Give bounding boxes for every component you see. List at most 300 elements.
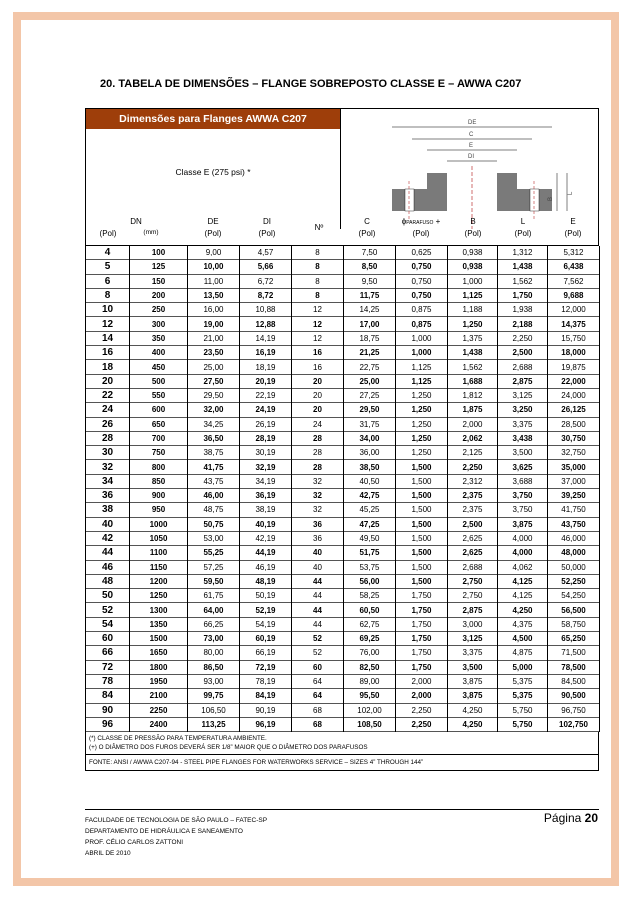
page-title: 20. TABELA DE DIMENSÕES – FLANGE SOBREPOSTO CLASSE E – AWWA C207	[100, 78, 522, 90]
table-cell: 2,750	[448, 589, 498, 603]
note-holes: (+) O DIÂMETRO DOS FUROS DEVERÁ SER 1/8” MAIOR QUE O DIÂMETRO DOS PARAFUSOS	[89, 744, 368, 752]
footer-department: DEPARTAMENTO DE HIDRÁULICA E SANEAMENTO	[85, 828, 243, 835]
notes	[85, 732, 599, 755]
header-l: L	[520, 217, 526, 226]
table-cell: 40,19	[240, 517, 292, 531]
table-cell: 14,25	[344, 303, 396, 317]
table-cell: 1,750	[396, 589, 448, 603]
source-note: FONTE: ANSI / AWWA C207-94 - STEEL PIPE FLANGES FOR WATERWORKS SERVICE – SIZES 4” THROUGH 144”	[85, 755, 599, 771]
table-cell: 8	[292, 274, 344, 288]
table-row	[86, 617, 600, 631]
table-cell: 72	[86, 660, 130, 674]
table-cell: 3,375	[448, 646, 498, 660]
header-de-pol: (Pol)	[204, 229, 222, 238]
table-row	[86, 603, 600, 617]
header-di-pol: (Pol)	[258, 229, 276, 238]
table-cell: 0,938	[448, 260, 498, 274]
table-cell: 58,750	[548, 617, 600, 631]
table-cell: 1000	[130, 517, 188, 531]
table-cell: 58,25	[344, 589, 396, 603]
table-cell: 2,312	[448, 474, 498, 488]
table-cell: 44,19	[240, 546, 292, 560]
table-cell: 2,750	[448, 574, 498, 588]
table-cell: 38,50	[344, 460, 396, 474]
table-cell: 28	[292, 431, 344, 445]
table-cell: 20	[86, 374, 130, 388]
table-cell: 102,750	[548, 717, 600, 731]
table-cell: 3,000	[448, 617, 498, 631]
table-cell: 36,00	[344, 446, 396, 460]
table-cell: 250	[130, 303, 188, 317]
table-cell: 3,125	[448, 632, 498, 646]
table-cell: 65,250	[548, 632, 600, 646]
table-cell: 46,19	[240, 560, 292, 574]
table-cell: 8	[292, 260, 344, 274]
table-row	[86, 646, 600, 660]
table-cell: 93,00	[188, 674, 240, 688]
table-row	[86, 517, 600, 531]
table-cell: 24	[292, 417, 344, 431]
table-cell: 64	[292, 689, 344, 703]
table-cell: 78,19	[240, 674, 292, 688]
table-cell: 38,75	[188, 446, 240, 460]
header-divider	[340, 109, 341, 229]
table-cell: 18,75	[344, 331, 396, 345]
table-cell: 1,562	[498, 274, 548, 288]
table-cell: 5,000	[498, 660, 548, 674]
table-cell: 25,00	[344, 374, 396, 388]
table-cell: 102,00	[344, 703, 396, 717]
table-cell: 5,375	[498, 689, 548, 703]
table-cell: 28	[86, 431, 130, 445]
table-cell: 26,125	[548, 403, 600, 417]
table-cell: 5,66	[240, 260, 292, 274]
table-cell: 1,562	[448, 360, 498, 374]
table-cell: 14,375	[548, 317, 600, 331]
table-cell: 41,75	[188, 460, 240, 474]
table-cell: 11,75	[344, 288, 396, 302]
table-cell: 60	[86, 632, 130, 646]
table-cell: 3,375	[498, 417, 548, 431]
table-row	[86, 317, 600, 331]
table-cell: 8	[292, 246, 344, 260]
table-cell: 20	[292, 388, 344, 402]
table-cell: 52	[292, 646, 344, 660]
table-cell: 49,50	[344, 531, 396, 545]
table-cell: 4,57	[240, 246, 292, 260]
table-cell: 1150	[130, 560, 188, 574]
table-cell: 1,875	[448, 403, 498, 417]
table-row	[86, 417, 600, 431]
table-cell: 1250	[130, 589, 188, 603]
table-cell: 2,125	[448, 446, 498, 460]
table-cell: 20,19	[240, 374, 292, 388]
table-row	[86, 274, 600, 288]
table-cell: 2,375	[448, 503, 498, 517]
table-cell: 36	[292, 517, 344, 531]
table-cell: 24,19	[240, 403, 292, 417]
table-cell: 30,750	[548, 431, 600, 445]
table-cell: 850	[130, 474, 188, 488]
header-e: E	[570, 217, 576, 226]
table-cell: 4,125	[498, 574, 548, 588]
table-cell: 1,750	[396, 660, 448, 674]
table-cell: 20	[292, 403, 344, 417]
table-cell: 46	[86, 560, 130, 574]
header-b-pol: (Pol)	[464, 229, 482, 238]
table-cell: 1,750	[498, 288, 548, 302]
table-cell: 0,625	[396, 246, 448, 260]
table-cell: 600	[130, 403, 188, 417]
table-row	[86, 388, 600, 402]
table-cell: 1,250	[396, 388, 448, 402]
table-cell: 84,500	[548, 674, 600, 688]
table-cell: 300	[130, 317, 188, 331]
table-cell: 22,000	[548, 374, 600, 388]
table-cell: 30	[86, 446, 130, 460]
label-di: DI	[468, 154, 474, 160]
table-cell: 1300	[130, 603, 188, 617]
table-cell: 46,000	[548, 531, 600, 545]
header-l-pol: (Pol)	[514, 229, 532, 238]
table-cell: 4,250	[448, 717, 498, 731]
table-cell: 72,19	[240, 660, 292, 674]
table-cell: 50,000	[548, 560, 600, 574]
table-cell: 1050	[130, 531, 188, 545]
table-cell: 34,00	[344, 431, 396, 445]
table-cell: 40	[292, 546, 344, 560]
table-cell: 1,250	[448, 317, 498, 331]
table-cell: 19,875	[548, 360, 600, 374]
table-cell: 28	[292, 460, 344, 474]
table-cell: 113,25	[188, 717, 240, 731]
data-table	[85, 246, 600, 732]
table-cell: 60	[292, 660, 344, 674]
table-cell: 500	[130, 374, 188, 388]
table-cell: 84	[86, 689, 130, 703]
table-cell: 11,00	[188, 274, 240, 288]
table-cell: 1,500	[396, 474, 448, 488]
table-cell: 40,50	[344, 474, 396, 488]
table-cell: 48,19	[240, 574, 292, 588]
table-cell: 6	[86, 274, 130, 288]
table-cell: 59,50	[188, 574, 240, 588]
table-cell: 18,19	[240, 360, 292, 374]
table-cell: 22,19	[240, 388, 292, 402]
table-cell: 3,750	[498, 489, 548, 503]
table-cell: 54	[86, 617, 130, 631]
table-cell: 108,50	[344, 717, 396, 731]
table-row	[86, 632, 600, 646]
table-cell: 0,750	[396, 274, 448, 288]
table-cell: 3,438	[498, 431, 548, 445]
column-headers	[86, 217, 600, 247]
table-cell: 12	[292, 317, 344, 331]
table-cell: 1,125	[448, 288, 498, 302]
table-cell: 54,19	[240, 617, 292, 631]
table-cell: 12	[292, 303, 344, 317]
table-cell: 12	[86, 317, 130, 331]
table-cell: 47,25	[344, 517, 396, 531]
table-cell: 16,00	[188, 303, 240, 317]
table-cell: 44	[292, 574, 344, 588]
header-parafuso-pol: (Pol)	[412, 229, 430, 238]
table-cell: 32	[292, 474, 344, 488]
table-cell: 900	[130, 489, 188, 503]
table-cell: 96,19	[240, 717, 292, 731]
table-cell: 60,50	[344, 603, 396, 617]
label-c: C	[469, 132, 474, 138]
header-b: B	[470, 217, 476, 226]
dimension-table	[85, 108, 599, 771]
table-cell: 3,500	[498, 446, 548, 460]
table-cell: 5,375	[498, 674, 548, 688]
table-cell: 1,500	[396, 574, 448, 588]
table-cell: 57,25	[188, 560, 240, 574]
table-cell: 2250	[130, 703, 188, 717]
table-cell: 29,50	[344, 403, 396, 417]
table-cell: 1,312	[498, 246, 548, 260]
table-cell: 73,00	[188, 632, 240, 646]
table-cell: 25,00	[188, 360, 240, 374]
table-cell: 2100	[130, 689, 188, 703]
table-row	[86, 403, 600, 417]
footer-divider	[85, 809, 599, 810]
page-word: Página	[543, 811, 582, 825]
table-cell: 3,688	[498, 474, 548, 488]
footer-info	[85, 815, 267, 859]
table-cell: 86,50	[188, 660, 240, 674]
table-cell: 44	[292, 589, 344, 603]
table-cell: 96	[86, 717, 130, 731]
table-cell: 200	[130, 288, 188, 302]
table-cell: 32,00	[188, 403, 240, 417]
table-cell: 43,750	[548, 517, 600, 531]
table-row	[86, 260, 600, 274]
table-cell: 1,500	[396, 531, 448, 545]
table-cell: 1,438	[448, 346, 498, 360]
table-cell: 2,875	[448, 603, 498, 617]
table-cell: 550	[130, 388, 188, 402]
table-cell: 3,625	[498, 460, 548, 474]
header-parafuso	[392, 217, 450, 226]
table-cell: 32	[86, 460, 130, 474]
footer-institution: FACULDADE DE TECNOLOGIA DE SÃO PAULO – FATEC-SP	[85, 817, 268, 824]
table-cell: 16,19	[240, 346, 292, 360]
table-cell: 12,88	[240, 317, 292, 331]
table-cell: 37,000	[548, 474, 600, 488]
table-cell: 100	[130, 246, 188, 260]
table-cell: 32	[292, 489, 344, 503]
table-cell: 1,000	[396, 346, 448, 360]
table-cell: 4,000	[498, 531, 548, 545]
table-cell: 2,000	[396, 689, 448, 703]
table-cell: 2,625	[448, 546, 498, 560]
table-cell: 56,500	[548, 603, 600, 617]
table-cell: 52	[292, 632, 344, 646]
table-cell: 50,19	[240, 589, 292, 603]
table-cell: 15,750	[548, 331, 600, 345]
table-cell: 28,500	[548, 417, 600, 431]
table-cell: 17,00	[344, 317, 396, 331]
table-cell: 5	[86, 260, 130, 274]
table-cell: 8	[86, 288, 130, 302]
table-cell: 13,50	[188, 288, 240, 302]
table-row	[86, 431, 600, 445]
table-cell: 7,562	[548, 274, 600, 288]
table-cell: 3,750	[498, 503, 548, 517]
table-cell: 14,19	[240, 331, 292, 345]
table-cell: 40	[292, 560, 344, 574]
table-cell: 8	[292, 288, 344, 302]
table-cell: 400	[130, 346, 188, 360]
table-cell: 99,75	[188, 689, 240, 703]
table-cell: 22,75	[344, 360, 396, 374]
table-cell: 4,500	[498, 632, 548, 646]
table-cell: 76,00	[344, 646, 396, 660]
table-cell: 66	[86, 646, 130, 660]
table-cell: 18,000	[548, 346, 600, 360]
table-cell: 12	[292, 331, 344, 345]
label-e: E	[469, 143, 474, 149]
table-cell: 1,750	[396, 646, 448, 660]
table-cell: 1,500	[396, 517, 448, 531]
table-cell: 4,062	[498, 560, 548, 574]
table-cell: 1,250	[396, 431, 448, 445]
table-row	[86, 560, 600, 574]
page-num: 20	[584, 811, 598, 825]
table-cell: 1,000	[396, 331, 448, 345]
table-cell: 27,25	[344, 388, 396, 402]
table-cell: 22	[86, 388, 130, 402]
table-cell: 650	[130, 417, 188, 431]
table-cell: 36	[86, 489, 130, 503]
table-row	[86, 460, 600, 474]
footer-date: ABRIL DE 2010	[85, 850, 131, 857]
note-pressure: (*) CLASSE DE PRESSÃO PARA TEMPERATURA AMBIENTE.	[89, 735, 267, 743]
table-header	[85, 108, 599, 246]
table-cell: 41,750	[548, 503, 600, 517]
table-cell: 66,25	[188, 617, 240, 631]
table-cell: 36,19	[240, 489, 292, 503]
table-cell: 51,75	[344, 546, 396, 560]
table-cell: 2,000	[448, 417, 498, 431]
table-cell: 1650	[130, 646, 188, 660]
table-cell: 45,25	[344, 503, 396, 517]
table-cell: 2,250	[448, 460, 498, 474]
table-body	[86, 246, 600, 732]
table-cell: 23,50	[188, 346, 240, 360]
header-n: Nº	[314, 223, 324, 232]
table-cell: 44	[86, 546, 130, 560]
table-cell: 68	[292, 717, 344, 731]
table-cell: 36,50	[188, 431, 240, 445]
table-cell: 1200	[130, 574, 188, 588]
page-number	[544, 811, 598, 825]
table-cell: 16	[292, 360, 344, 374]
table-cell: 36	[292, 531, 344, 545]
header-phi: ϕ	[401, 217, 407, 226]
table-row	[86, 531, 600, 545]
table-cell: 1,938	[498, 303, 548, 317]
table-cell: 84,19	[240, 689, 292, 703]
table-cell: 2,688	[448, 560, 498, 574]
table-row	[86, 589, 600, 603]
header-di: DI	[263, 217, 271, 226]
table-cell: 30,19	[240, 446, 292, 460]
table-cell: 6,72	[240, 274, 292, 288]
table-cell: 48,75	[188, 503, 240, 517]
table-cell: 10,88	[240, 303, 292, 317]
table-row	[86, 331, 600, 345]
table-cell: 9,50	[344, 274, 396, 288]
header-de: DE	[207, 217, 219, 226]
table-cell: 1,000	[448, 274, 498, 288]
table-cell: 28	[292, 446, 344, 460]
table-cell: 1,125	[396, 360, 448, 374]
table-cell: 2,250	[396, 703, 448, 717]
label-b: B	[548, 196, 554, 201]
table-cell: 4,875	[498, 646, 548, 660]
table-row	[86, 717, 600, 731]
table-cell: 54,250	[548, 589, 600, 603]
table-cell: 10	[86, 303, 130, 317]
pressure-class-label: Classe E (275 psi) *	[175, 167, 251, 177]
table-cell: 1,750	[396, 632, 448, 646]
table-cell: 750	[130, 446, 188, 460]
table-cell: 34,19	[240, 474, 292, 488]
table-cell: 3,125	[498, 388, 548, 402]
table-cell: 44	[292, 603, 344, 617]
table-cell: 28,19	[240, 431, 292, 445]
table-cell: 61,75	[188, 589, 240, 603]
table-cell: 34,25	[188, 417, 240, 431]
table-cell: 1,250	[396, 403, 448, 417]
flange-diagram	[342, 111, 598, 229]
table-cell: 42	[86, 531, 130, 545]
table-cell: 18	[86, 360, 130, 374]
table-cell: 19,00	[188, 317, 240, 331]
header-dn-mm: (mm)	[143, 229, 159, 236]
header-dn-pol: (Pol)	[99, 229, 117, 238]
table-cell: 2,000	[396, 674, 448, 688]
table-row	[86, 674, 600, 688]
table-cell: 48	[86, 574, 130, 588]
table-cell: 64,00	[188, 603, 240, 617]
table-cell: 1800	[130, 660, 188, 674]
table-cell: 89,00	[344, 674, 396, 688]
table-cell: 8,50	[344, 260, 396, 274]
table-cell: 1500	[130, 632, 188, 646]
table-row	[86, 346, 600, 360]
table-cell: 950	[130, 503, 188, 517]
table-row	[86, 474, 600, 488]
header-e-pol: (Pol)	[564, 229, 582, 238]
table-cell: 53,75	[344, 560, 396, 574]
table-cell: 5,750	[498, 717, 548, 731]
table-row	[86, 660, 600, 674]
table-cell: 52,250	[548, 574, 600, 588]
table-cell: 66,19	[240, 646, 292, 660]
table-cell: 4,250	[448, 703, 498, 717]
table-cell: 26	[86, 417, 130, 431]
table-cell: 800	[130, 460, 188, 474]
table-cell: 1,812	[448, 388, 498, 402]
table-cell: 450	[130, 360, 188, 374]
table-cell: 50,75	[188, 517, 240, 531]
table-row	[86, 360, 600, 374]
header-plus: +	[435, 217, 441, 226]
